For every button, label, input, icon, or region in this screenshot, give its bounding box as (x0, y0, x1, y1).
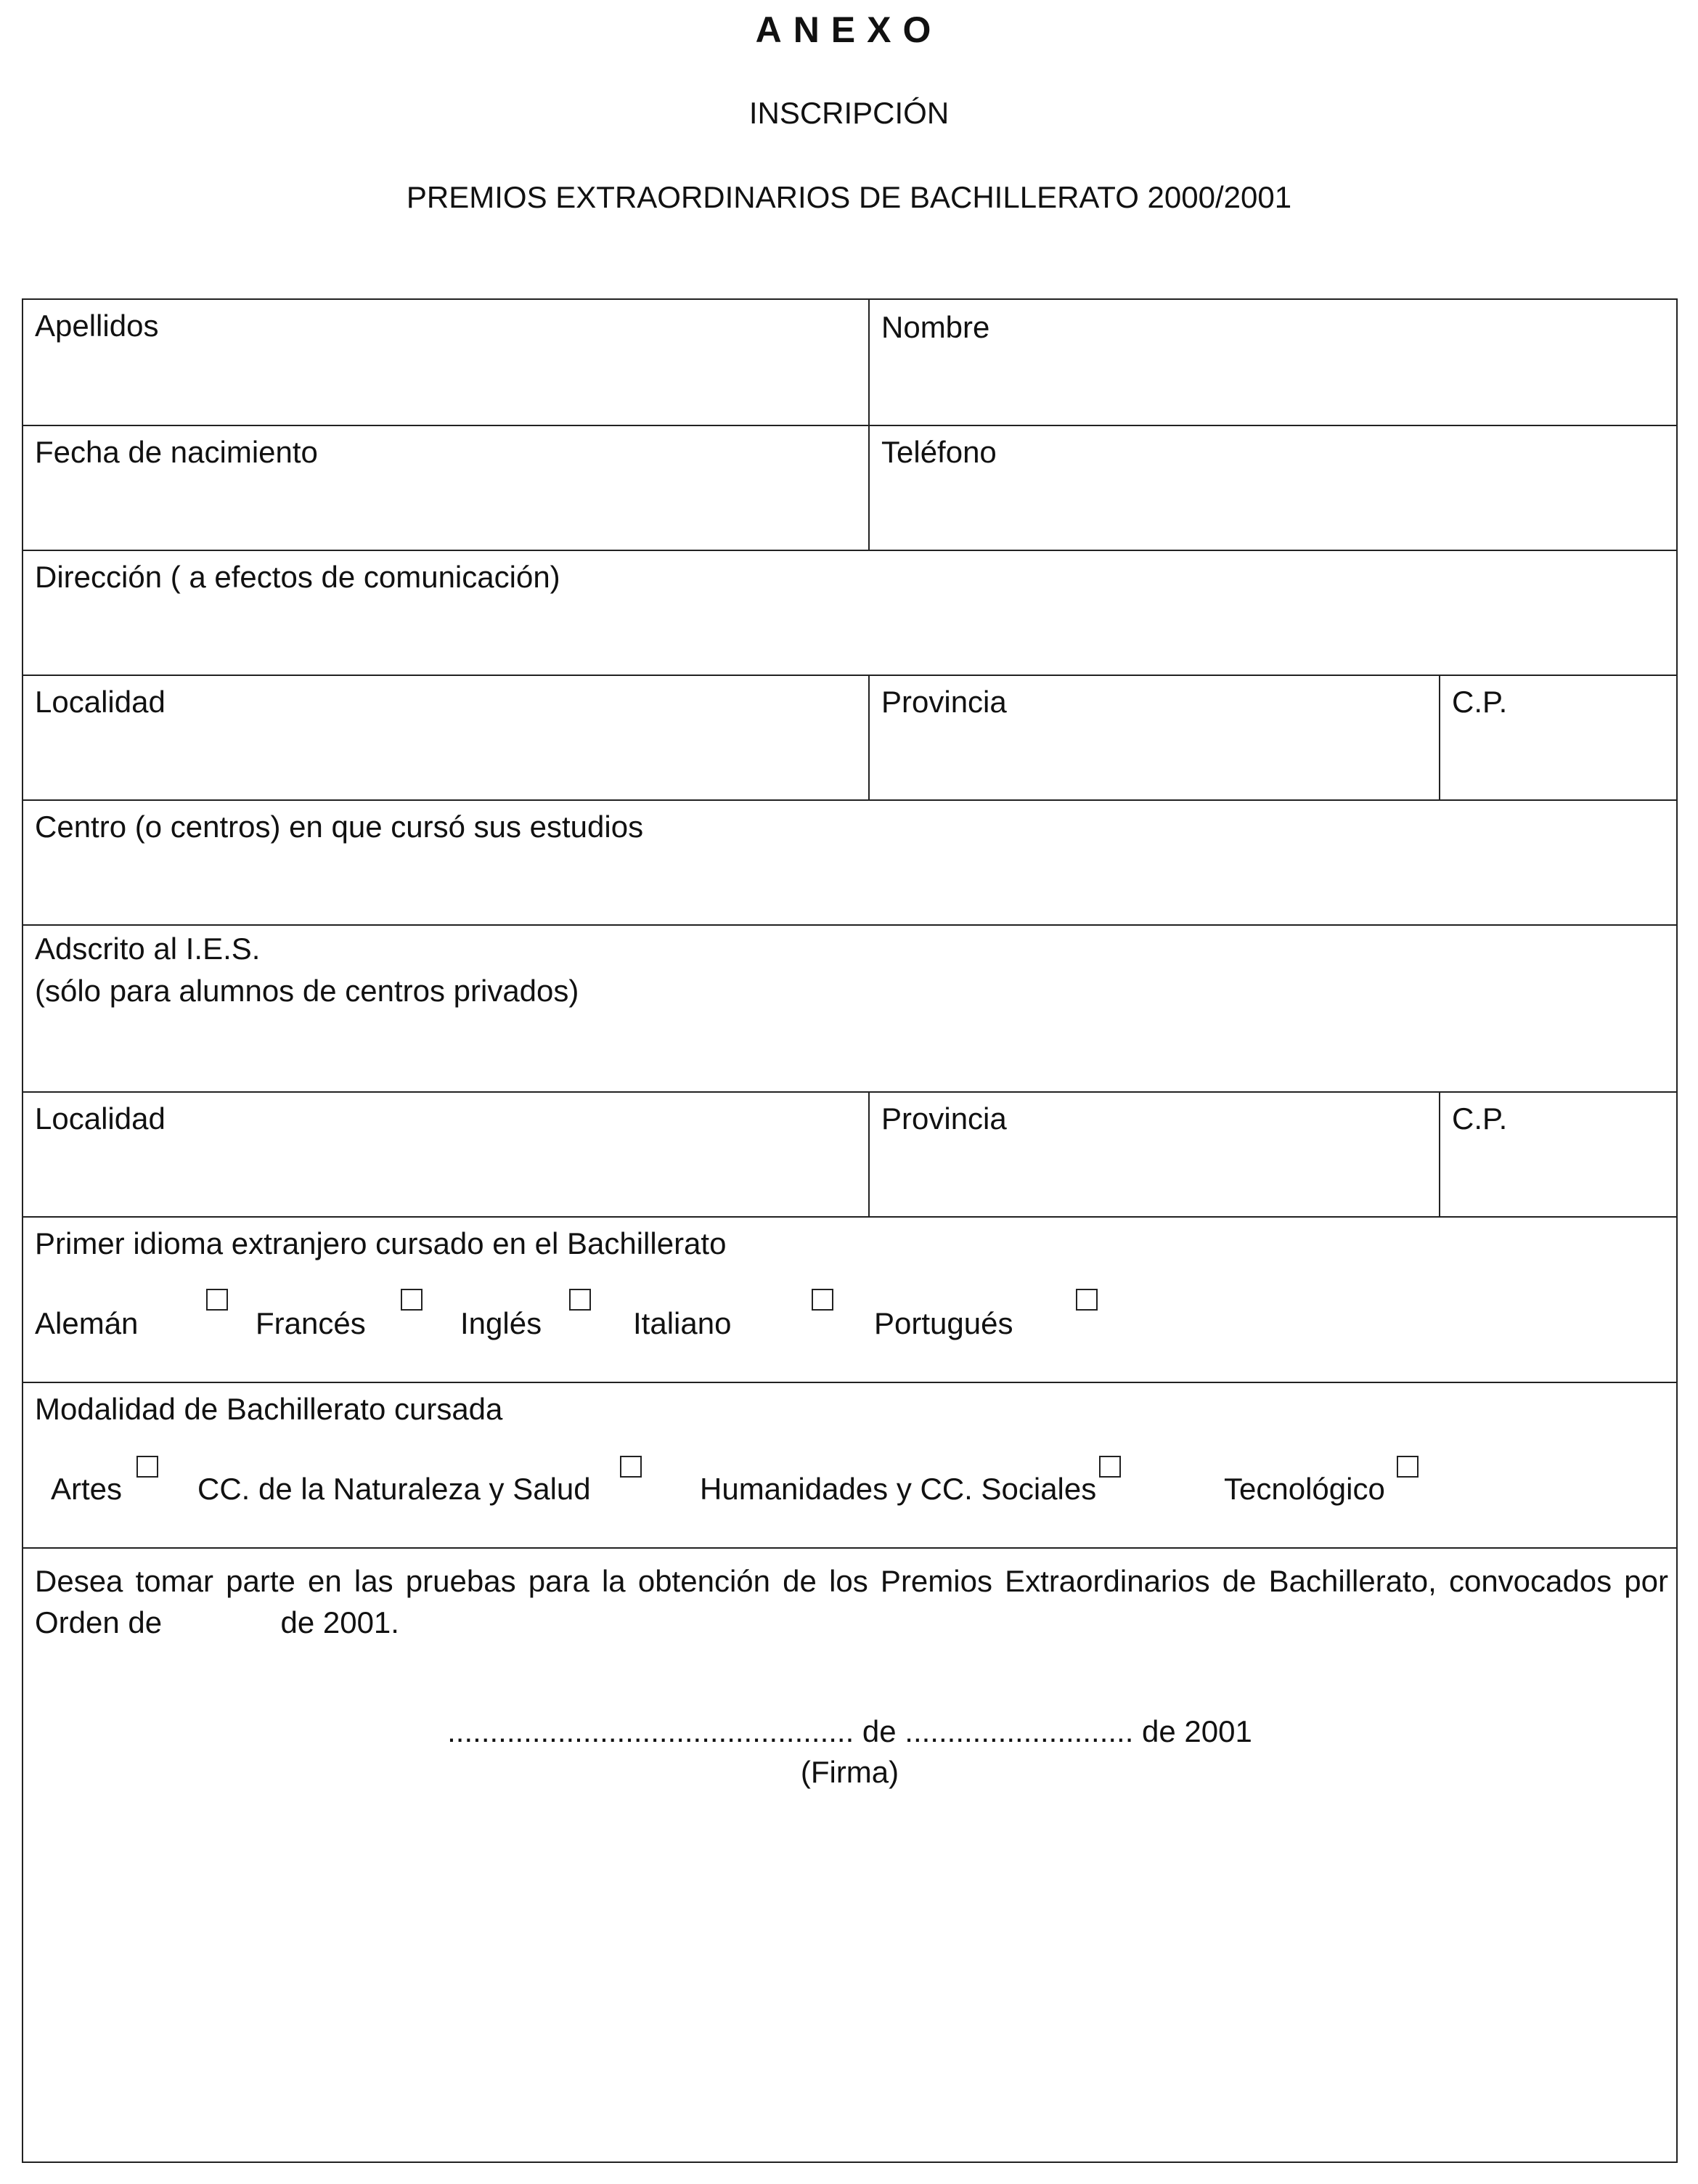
localidad-label: Localidad (35, 685, 166, 719)
row-declaration (23, 1549, 1676, 2161)
option-ingles-label: Inglés (460, 1306, 542, 1340)
cp-label: C.P. (1452, 685, 1508, 719)
row-birth-phone (23, 426, 1676, 551)
declaration-year: de 2001. (280, 1605, 399, 1639)
field-nombre[interactable] (868, 300, 1678, 425)
direccion-label: Dirección ( a efectos de comunicación) (35, 560, 560, 594)
apellidos-label: Apellidos (35, 309, 159, 343)
field-fecha-nacimiento[interactable] (23, 426, 868, 550)
idioma-title: Primer idioma extranjero cursado en el Bachillerato (35, 1226, 727, 1260)
checkbox-frances[interactable] (401, 1289, 423, 1311)
checkbox-ingles[interactable] (569, 1289, 591, 1311)
row-school (23, 801, 1676, 926)
field-adscrito[interactable] (23, 926, 1676, 1091)
adscrito-label: Adscrito al I.E.S. (35, 932, 261, 966)
checkbox-naturaleza[interactable] (620, 1456, 642, 1478)
signature-date-line: ................................................ de ........................... de 2001 (447, 1714, 1252, 1748)
checkbox-italiano[interactable] (812, 1289, 833, 1311)
telefono-label: Teléfono (881, 435, 997, 469)
cp-label: C.P. (1452, 1101, 1508, 1136)
document-title: PREMIOS EXTRAORDINARIOS DE BACHILLERATO 2000/2001 (406, 180, 1292, 214)
field-localidad-1[interactable] (23, 676, 868, 799)
option-italiano-label: Italiano (633, 1306, 732, 1340)
signature-label: (Firma) (800, 1755, 899, 1789)
declaration-text (35, 1560, 1668, 1643)
checkbox-humanidades[interactable] (1099, 1456, 1121, 1478)
row-locality-1 (23, 676, 1676, 801)
checkbox-tecnologico[interactable] (1397, 1456, 1419, 1478)
row-modality (23, 1383, 1676, 1549)
localidad-label: Localidad (35, 1101, 166, 1136)
provincia-label: Provincia (881, 685, 1007, 719)
modalidad-title: Modalidad de Bachillerato cursada (35, 1392, 503, 1426)
nombre-label: Nombre (881, 310, 990, 344)
registration-form (22, 298, 1678, 2163)
field-localidad-2[interactable] (23, 1093, 868, 1216)
field-apellidos[interactable] (23, 300, 868, 425)
fecha-nacimiento-label: Fecha de nacimiento (35, 435, 318, 469)
row-assigned-ies (23, 926, 1676, 1093)
field-provincia-1[interactable] (868, 676, 1439, 799)
declaration-body: Desea tomar parte en las pruebas para la obtención de los Premios Extraordinarios de Bachillerato, convocados por Orden de (35, 1564, 1668, 1639)
registration-heading: INSCRIPCIÓN (748, 96, 950, 130)
adscrito-note: (sólo para alumnos de centros privados) (35, 974, 579, 1008)
field-cp-1[interactable] (1439, 676, 1678, 799)
option-humanidades-label: Humanidades y CC. Sociales (700, 1472, 1097, 1506)
field-direccion[interactable] (23, 551, 1676, 675)
option-naturaleza-label: CC. de la Naturaleza y Salud (197, 1472, 591, 1506)
row-address (23, 551, 1676, 676)
field-cp-2[interactable] (1439, 1093, 1678, 1216)
option-aleman-label: Alemán (35, 1306, 139, 1340)
option-frances-label: Francés (256, 1306, 366, 1340)
provincia-label: Provincia (881, 1101, 1007, 1136)
option-tecnologico-label: Tecnológico (1224, 1472, 1385, 1506)
field-centro[interactable] (23, 801, 1676, 924)
row-language (23, 1218, 1676, 1383)
centro-label: Centro (o centros) en que cursó sus estudios (35, 810, 644, 844)
option-artes-label: Artes (51, 1472, 123, 1506)
checkbox-portugues[interactable] (1076, 1289, 1098, 1311)
row-name (23, 300, 1676, 426)
checkbox-artes[interactable] (136, 1456, 158, 1478)
field-provincia-2[interactable] (868, 1093, 1439, 1216)
annex-heading: ANEXO (755, 9, 943, 50)
row-locality-2 (23, 1093, 1676, 1218)
checkbox-aleman[interactable] (206, 1289, 228, 1311)
field-telefono[interactable] (868, 426, 1678, 550)
option-portugues-label: Portugués (874, 1306, 1013, 1340)
